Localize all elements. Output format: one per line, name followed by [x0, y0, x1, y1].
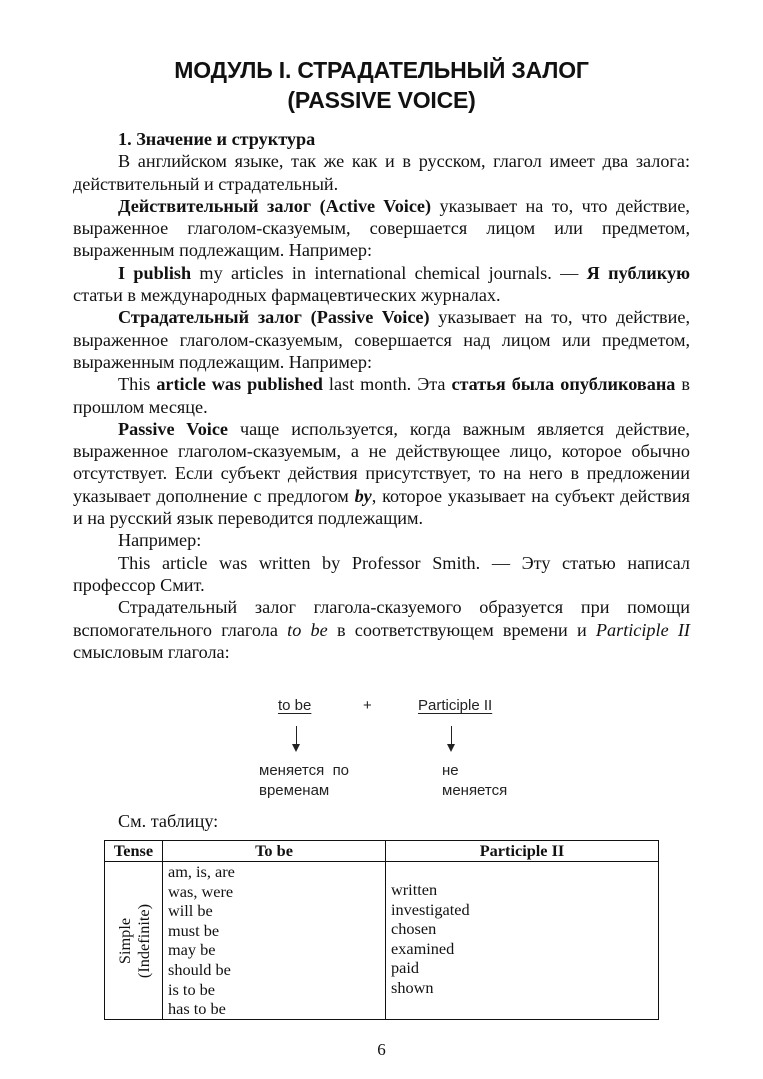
to-be-form: am, is, are	[168, 862, 235, 881]
paragraph-1: В английском языке, так же как и в русском, глагол имеет два залога: действительный и страдательный.	[73, 151, 690, 194]
body-text	[73, 128, 690, 663]
table-header-row	[105, 841, 659, 862]
section-heading: 1. Значение и структура	[118, 129, 316, 149]
tense-cell	[105, 862, 163, 1020]
example-active: I publish my articles in international chemical journals. — Я публикую статьи в международных фармацевтических журналах.	[73, 262, 690, 306]
for-example-label: Например:	[118, 530, 202, 551]
to-be-form: should be	[168, 959, 231, 979]
paragraph-passive-usage: Passive Voice чаще используется, когда важным является действие, выраженное глаголом-сказуемым, а не действующее лицо, которое обычно отсутствует. Если субъект действия присутствует, то на него в предложении указывает дополнение с предлогом by, которое указывает на субъект действия и на русский язык переводится подлежащим.	[73, 418, 690, 529]
header-to-be: To be	[163, 841, 386, 862]
table-row	[105, 862, 659, 1020]
paragraph-passive-voice: Страдательный залог (Passive Voice) указывает на то, что действие, выраженное глаголом-сказуемым, совершается над лицом или предметом, выраженным подлежащим. Например:	[73, 307, 690, 372]
diagram-participle: Participle II	[418, 697, 493, 714]
participle-form: paid	[391, 958, 420, 978]
header-participle: Participle II	[386, 841, 659, 862]
tense-table	[104, 840, 659, 1020]
to-be-form: may be	[168, 940, 216, 960]
title-line-1: МОДУЛЬ I. СТРАДАТЕЛЬНЫЙ ЗАЛОГ	[174, 57, 589, 83]
example-by: This article was written by Professor Smith. — Эту статью написал профессор Смит.	[73, 552, 690, 595]
diagram-right-note-2: меняется	[442, 782, 508, 799]
paragraph-formation: Страдательный залог глагола-сказуемого образуется при помощи вспомогательного глагола to be в соответствующем времени и Participle II смысловым глагола:	[73, 597, 690, 662]
diagram-left-note-1: меняется по	[259, 762, 350, 779]
to-be-form: was, were	[168, 881, 234, 901]
arrow-down-icon	[296, 726, 297, 750]
title-line-2: (PASSIVE VOICE)	[287, 87, 476, 113]
example-passive: This article was published last month. Эта статья была опубликована в прошлом месяце.	[73, 374, 690, 417]
paragraph-active-voice: Действительный залог (Active Voice) указывает на то, что действие, выраженное глаголом-сказуемым, совершается лицом или предметом, выраженным подлежащим. Например:	[73, 195, 690, 261]
to-be-form: must be	[168, 920, 220, 940]
participle-form: chosen	[391, 919, 437, 939]
to-be-form: will be	[168, 901, 213, 921]
participle-form: examined	[391, 938, 455, 958]
arrow-down-icon	[451, 726, 452, 750]
see-table-label: См. таблицу:	[118, 811, 219, 831]
to-be-form: is to be	[168, 979, 216, 999]
diagram-plus: +	[363, 697, 372, 714]
participle-form: shown	[391, 977, 434, 997]
diagram-right-note-1: не	[442, 762, 459, 779]
diagram-to-be: to be	[278, 697, 312, 714]
to-be-cell	[163, 862, 386, 1020]
page-title	[0, 55, 763, 115]
header-tense: Tense	[105, 841, 163, 862]
diagram-left-note-2: временам	[259, 782, 330, 799]
participle-cell	[386, 862, 659, 1020]
participle-form: investigated	[391, 899, 470, 919]
to-be-form: has to be	[168, 999, 226, 1019]
participle-form: written	[391, 880, 438, 899]
page-number: 6	[377, 1040, 386, 1059]
tense-label: Simple (Indefinite)	[114, 903, 153, 978]
